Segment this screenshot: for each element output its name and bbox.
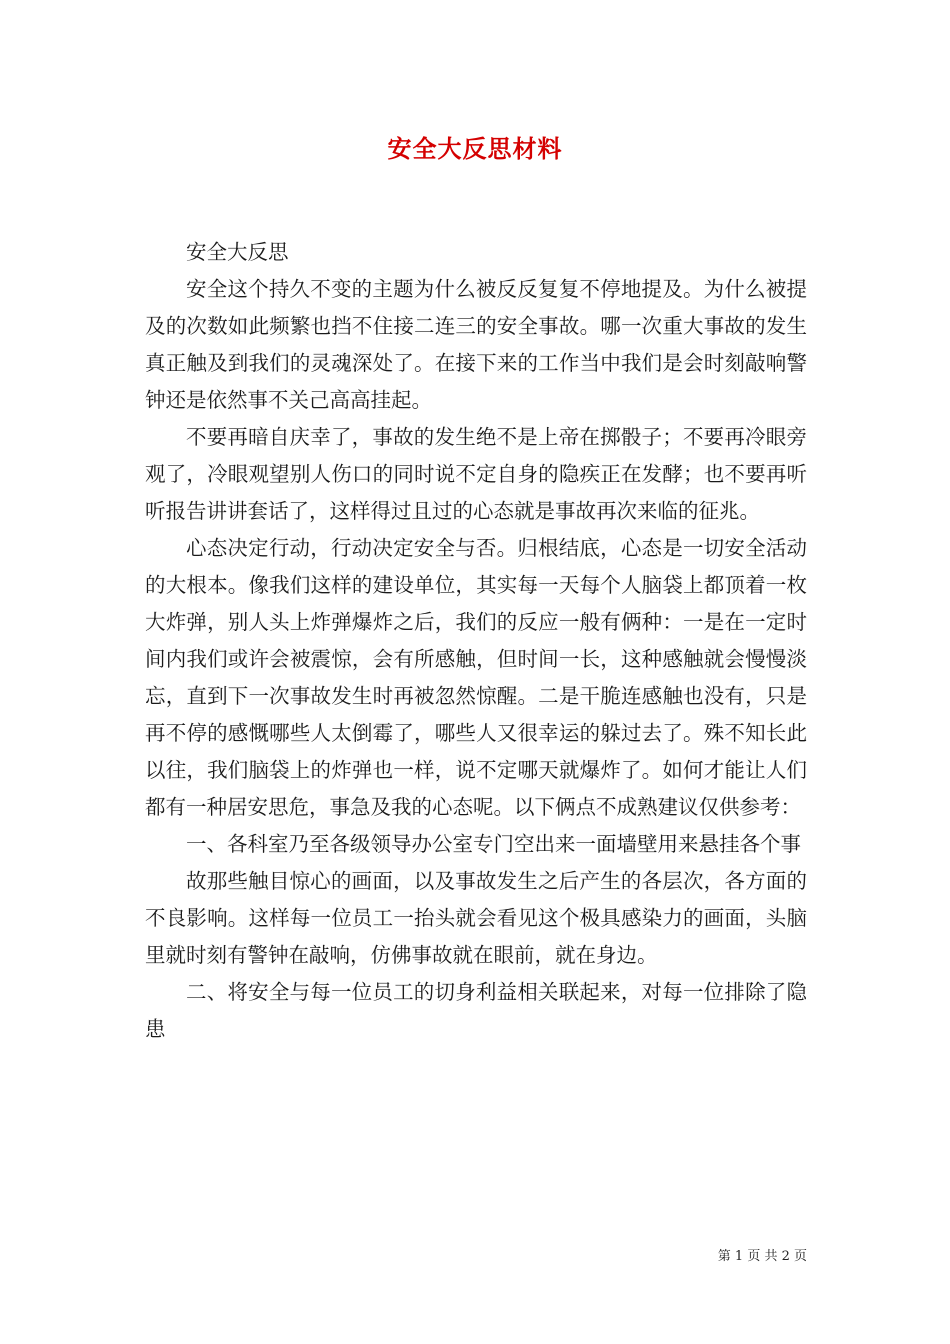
- paragraph: 二、将安全与每一位员工的切身利益相关联起来，对每一位排除了隐患: [145, 980, 807, 1041]
- paragraph: 安全这个持久不变的主题为什么被反反复复不停地提及。为什么被提及的次数如此频繁也挡不住接二连三的安全事故。哪一次重大事故的发生真正触及到我们的灵魂深处了。在接下来的工作当中我们是会时刻敲响警钟还是依然事不关己高高挂起。: [145, 277, 807, 412]
- document-body: [145, 234, 807, 1048]
- paragraph-heading: 安全大反思: [186, 240, 289, 264]
- paragraph: 心态决定行动，行动决定安全与否。归根结底，心态是一切安全活动的大根本。像我们这样的建设单位，其实每一天每个人脑袋上都顶着一枚大炸弹，别人头上炸弹爆炸之后，我们的反应一般有俩种：一是在一定时间内我们或许会被震惊，会有所感触，但时间一长，这种感触就会慢慢淡忘，直到下一次事故发生时再被忽然惊醒。二是干脆连感触也没有，只是再不停的感慨哪些人太倒霉了，哪些人又很幸运的躲过去了。殊不知长此以往，我们脑袋上的炸弹也一样，说不定哪天就爆炸了。如何才能让人们都有一种居安思危，事急及我的心态呢。以下俩点不成熟建议仅供参考：: [145, 536, 807, 819]
- page-number-footer: 第 1 页 共 2 页: [717, 1249, 807, 1264]
- document-title: 安全大反思材料: [387, 134, 563, 163]
- paragraph: 不要再暗自庆幸了，事故的发生绝不是上帝在掷骰子；不要再冷眼旁观了，冷眼观望别人伤口的同时说不定自身的隐疾正在发酵；也不要再听听报告讲讲套话了，这样得过且过的心态就是事故再次来临的征兆。: [145, 425, 807, 523]
- paragraph: 故那些触目惊心的画面，以及事故发生之后产生的各层次，各方面的不良影响。这样每一位员工一抬头就会看见这个极具感染力的画面，头脑里就时刻有警钟在敲响，仿佛事故就在眼前，就在身边。: [145, 869, 807, 967]
- paragraph: 一、各科室乃至各级领导办公室专门空出来一面墙壁用来悬挂各个事: [186, 832, 801, 856]
